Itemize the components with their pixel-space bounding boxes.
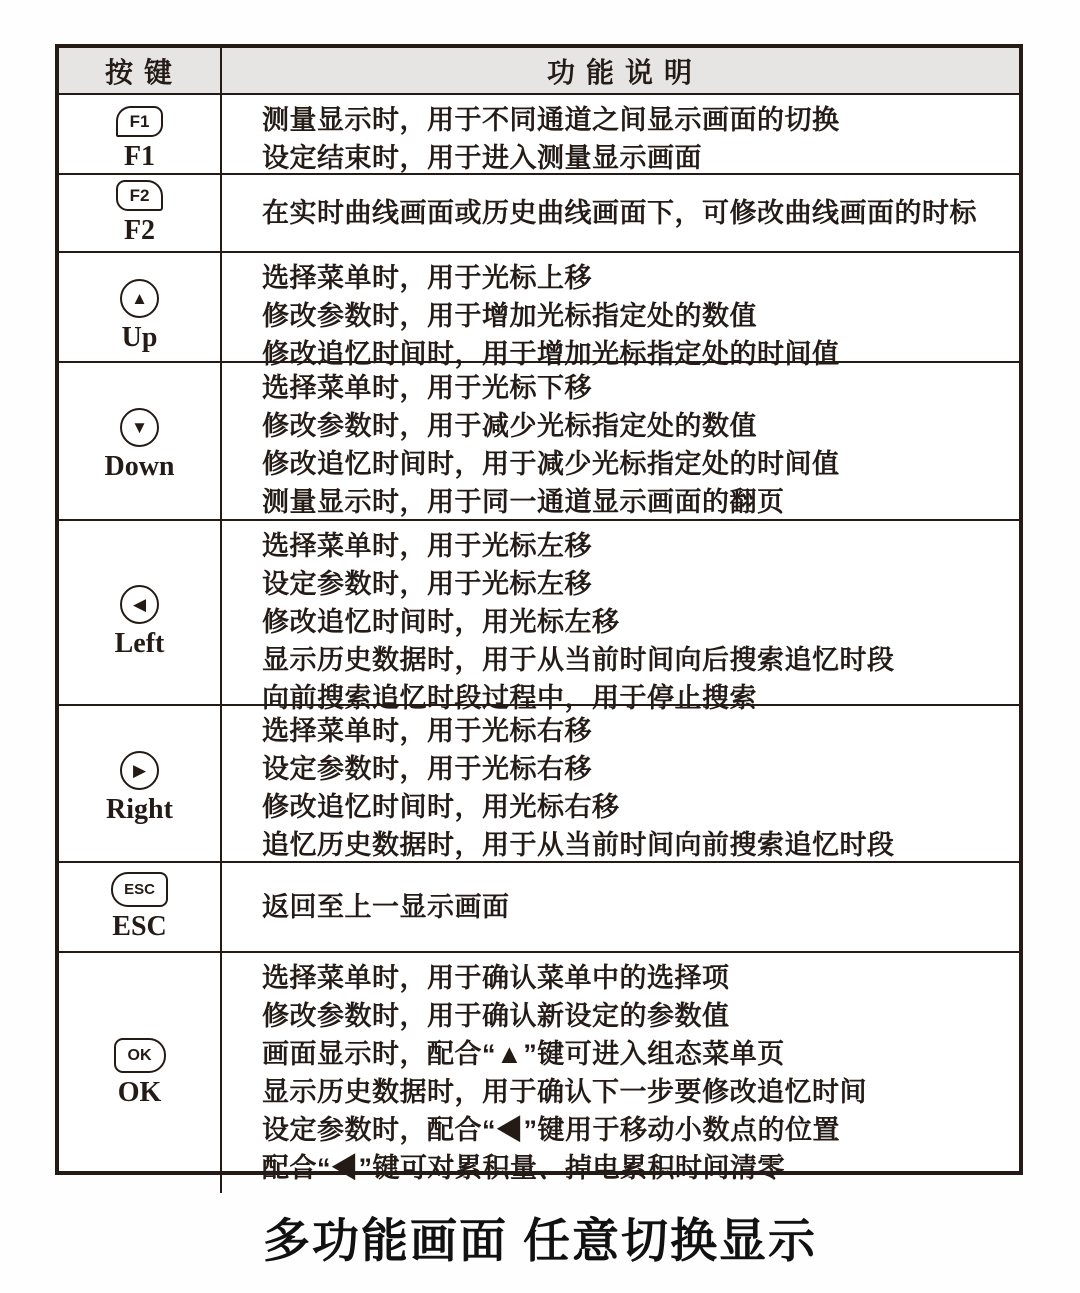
desc-line: 设定参数时，配合“◀”键用于移动小数点的位置	[262, 1115, 840, 1145]
key-cell-left	[59, 521, 222, 723]
desc-line: 配合“◀”键可对累积量、掉电累积时间清零	[262, 1153, 785, 1183]
f1-keycap-icon	[116, 106, 163, 137]
desc-cell-right	[222, 706, 1019, 870]
desc-line: 显示历史数据时，用于从当前时间向后搜索追忆时段	[262, 645, 895, 675]
table-row-ok	[59, 953, 1019, 1183]
key-label-esc: ESC	[112, 911, 167, 942]
right-arrow-glyph: ▶	[132, 760, 147, 780]
up-arrow-glyph: ▲	[131, 288, 148, 308]
ok-keycap-icon	[114, 1038, 166, 1073]
desc-line: 测量显示时，用于不同通道之间显示画面的切换	[262, 105, 840, 135]
desc-line: 修改参数时，用于确认新设定的参数值	[262, 1001, 730, 1031]
esc-keycap-text: ESC	[124, 881, 155, 898]
desc-line: 向前搜索追忆时段过程中，用于停止搜索	[262, 683, 757, 713]
desc-line: 修改追忆时间时，用光标左移	[262, 607, 620, 637]
desc-line: 修改追忆时间时，用于增加光标指定处的时间值	[262, 339, 840, 369]
desc-line: 选择菜单时，用于光标右移	[262, 716, 592, 746]
desc-cell-left	[222, 521, 1019, 723]
desc-line: 设定参数时，用于光标左移	[262, 569, 592, 599]
desc-line: 修改追忆时间时，用于减少光标指定处的时间值	[262, 449, 840, 479]
desc-line: 修改参数时，用于增加光标指定处的数值	[262, 301, 757, 331]
desc-line: 测量显示时，用于同一通道显示画面的翻页	[262, 487, 785, 517]
desc-cell-esc	[222, 863, 1019, 951]
table-row-f1	[59, 95, 1019, 175]
key-label-ok: OK	[117, 1077, 162, 1108]
table-row-left	[59, 521, 1019, 713]
desc-cell-f1	[222, 95, 1019, 183]
desc-line: 画面显示时，配合“▲”键可进入组态菜单页	[262, 1039, 785, 1069]
key-cell-ok	[59, 953, 222, 1193]
key-label-left: Left	[114, 628, 165, 659]
down-arrow-glyph: ▼	[131, 417, 148, 437]
key-cell-esc	[59, 863, 222, 951]
desc-line: 在实时曲线画面或历史曲线画面下，可修改曲线画面的时标	[262, 198, 977, 228]
table-row-down	[59, 363, 1019, 521]
desc-cell-down	[222, 363, 1019, 527]
f2-keycap-icon	[116, 180, 163, 211]
desc-line: 追忆历史数据时，用于从当前时间向前搜索追忆时段	[262, 830, 895, 860]
left-arrow-keycap-icon	[120, 585, 159, 624]
key-cell-down	[59, 363, 222, 527]
table-row-right	[59, 706, 1019, 863]
desc-line: 选择菜单时，用于光标左移	[262, 531, 592, 561]
f2-keycap-text: F2	[129, 185, 150, 205]
up-arrow-keycap-icon	[120, 279, 159, 318]
desc-line: 修改追忆时间时，用光标右移	[262, 792, 620, 822]
key-cell-up	[59, 253, 222, 379]
header-key-label: 按 键	[104, 57, 174, 89]
desc-cell-ok	[222, 953, 1019, 1193]
key-label-right: Right	[106, 794, 173, 825]
down-arrow-keycap-icon	[120, 408, 159, 447]
table-row-esc	[59, 863, 1019, 953]
right-arrow-keycap-icon	[120, 751, 159, 790]
header-cell-key	[59, 48, 222, 93]
desc-cell-up	[222, 253, 1019, 379]
table-row-f2	[59, 175, 1019, 253]
key-label-down: Down	[104, 451, 175, 482]
desc-line: 选择菜单时，用于光标上移	[262, 263, 592, 293]
f1-keycap-text: F1	[129, 111, 150, 131]
left-arrow-glyph: ◀	[132, 594, 147, 614]
desc-line: 设定参数时，用于光标右移	[262, 754, 592, 784]
key-cell-right	[59, 706, 222, 870]
desc-line: 修改参数时，用于减少光标指定处的数值	[262, 411, 757, 441]
desc-line: 显示历史数据时，用于确认下一步要修改追忆时间	[262, 1077, 867, 1107]
header-cell-description	[222, 48, 1019, 93]
key-label-f1: F1	[123, 141, 156, 172]
table-header-row	[59, 48, 1019, 95]
key-label-up: Up	[121, 322, 158, 353]
key-function-table	[55, 44, 1023, 1183]
desc-cell-f2	[222, 175, 1019, 251]
key-cell-f1	[59, 95, 222, 183]
esc-keycap-icon	[111, 872, 168, 907]
desc-line: 设定结束时，用于进入测量显示画面	[262, 143, 702, 173]
key-label-f2: F2	[123, 215, 156, 246]
ok-keycap-text: OK	[127, 1046, 152, 1064]
key-cell-f2	[59, 175, 222, 251]
table-row-up	[59, 253, 1019, 369]
header-description-label: 功 能 说 明	[546, 57, 694, 89]
desc-line: 选择菜单时，用于光标下移	[262, 373, 592, 403]
page-caption: 多功能画面 任意切换显示	[262, 1214, 818, 1267]
desc-line: 返回至上一显示画面	[262, 892, 510, 922]
desc-line: 选择菜单时，用于确认菜单中的选择项	[262, 963, 730, 993]
